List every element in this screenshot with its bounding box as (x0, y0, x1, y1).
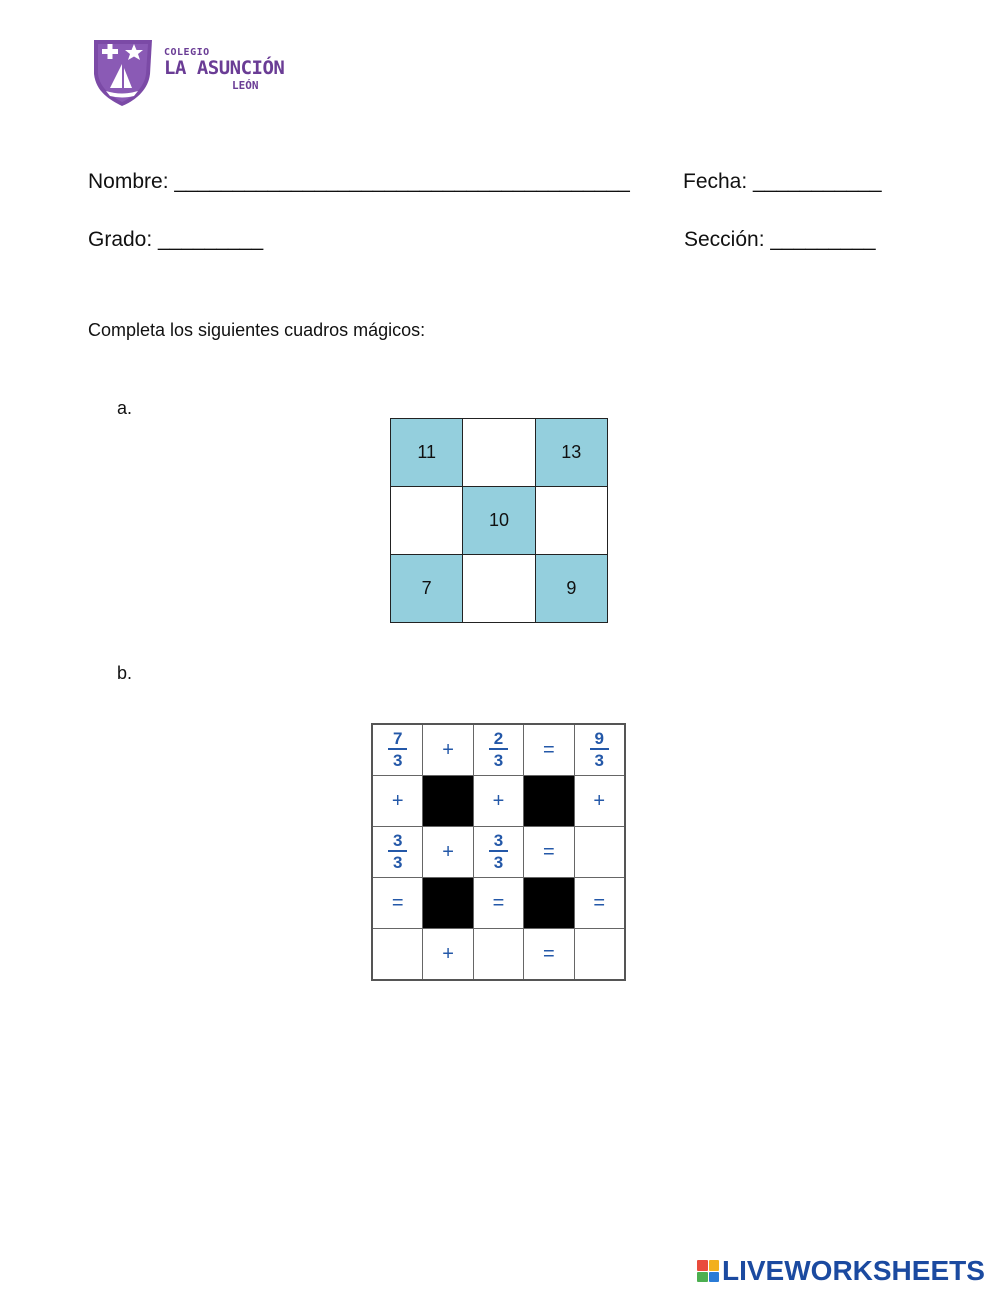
fraction-numerator: 3 (489, 832, 508, 852)
magic-square-row (391, 419, 608, 487)
operator-symbol: = (543, 738, 555, 761)
crossword-cell-operator (524, 929, 574, 981)
magic-square-cell-filled: 10 (463, 487, 535, 555)
operator-symbol: + (442, 942, 454, 965)
crossword-row (372, 878, 625, 929)
fraction (489, 832, 508, 871)
crossword-cell-fraction (372, 724, 423, 776)
fraction-numerator: 7 (388, 730, 407, 750)
magic-square-cell-blank[interactable] (463, 419, 535, 487)
crossword-row (372, 724, 625, 776)
nombre-field[interactable]: Nombre: _______________________________________ (88, 170, 630, 193)
magic-square-a (390, 418, 608, 623)
instruction-text: Completa los siguientes cuadros mágicos: (88, 320, 426, 340)
fraction (489, 730, 508, 769)
fecha-field[interactable]: Fecha: ___________ (683, 170, 882, 193)
operator-symbol: + (442, 840, 454, 863)
crossword-cell-operator (423, 724, 473, 776)
fraction-numerator: 2 (489, 730, 508, 750)
fraction-numerator: 3 (388, 832, 407, 852)
fraction (388, 730, 407, 769)
fraction-denominator: 3 (392, 852, 403, 872)
magic-square-cell-filled: 11 (391, 419, 463, 487)
operator-symbol: = (593, 891, 606, 914)
magic-square-row (391, 487, 608, 555)
crossword-cell-black (524, 878, 574, 929)
crossword-cell-operator (574, 878, 625, 929)
shield-icon (88, 36, 158, 108)
seccion-field[interactable]: Sección: _________ (684, 228, 876, 251)
crossword-row (372, 929, 625, 981)
crossword-cell-blank[interactable] (574, 827, 625, 878)
fraction-denominator: 3 (392, 750, 403, 770)
crossword-cell-operator (423, 827, 473, 878)
fraction (388, 832, 407, 871)
crossword-cell-fraction (473, 724, 523, 776)
crossword-cell-operator (524, 724, 574, 776)
crossword-cell-operator (372, 776, 423, 827)
liveworksheets-branding (697, 1254, 985, 1288)
operator-symbol: + (492, 789, 505, 812)
exercise-a-label: a. (117, 398, 133, 418)
crossword-row (372, 776, 625, 827)
grado-field[interactable]: Grado: _________ (88, 228, 264, 251)
operator-symbol: + (593, 789, 606, 812)
crossword-cell-blank[interactable] (473, 929, 523, 981)
operator-symbol: + (442, 738, 454, 761)
crossword-cell-blank[interactable] (574, 929, 625, 981)
operator-symbol: = (543, 942, 555, 965)
crossword-cell-operator (473, 776, 523, 827)
magic-square-cell-filled: 13 (535, 419, 607, 487)
logo-line-city: LEÓN (232, 79, 259, 92)
fraction-crossword-b (371, 723, 626, 981)
magic-square-cell-blank[interactable] (391, 487, 463, 555)
crossword-cell-operator (524, 827, 574, 878)
crossword-cell-operator (423, 929, 473, 981)
liveworksheets-logo-icon (697, 1260, 719, 1282)
operator-symbol: + (391, 789, 404, 812)
liveworksheets-wordmark: LIVEWORKSHEETS (722, 1255, 985, 1286)
crossword-cell-fraction (372, 827, 423, 878)
logo-line-colegio: COLEGIO (164, 47, 210, 58)
crossword-row (372, 827, 625, 878)
fraction-denominator: 3 (493, 750, 504, 770)
logo-line-name: LA ASUNCIÓN (164, 57, 285, 79)
magic-square-cell-filled: 9 (535, 555, 607, 623)
school-logo (88, 36, 288, 108)
crossword-cell-operator (372, 878, 423, 929)
crossword-cell-fraction (574, 724, 625, 776)
operator-symbol: = (391, 891, 404, 914)
magic-square-cell-blank[interactable] (535, 487, 607, 555)
fraction-denominator: 3 (594, 750, 604, 770)
operator-symbol: = (543, 840, 555, 863)
exercise-b-label: b. (117, 663, 133, 683)
magic-square-row (391, 555, 608, 623)
crossword-cell-fraction (473, 827, 523, 878)
magic-square-cell-blank[interactable] (463, 555, 535, 623)
magic-square-cell-filled: 7 (391, 555, 463, 623)
crossword-cell-operator (574, 776, 625, 827)
fraction (590, 730, 609, 769)
operator-symbol: = (492, 891, 505, 914)
crossword-cell-operator (473, 878, 523, 929)
crossword-cell-black (423, 878, 473, 929)
crossword-cell-black (524, 776, 574, 827)
fraction-numerator: 9 (590, 730, 609, 750)
fraction-denominator: 3 (493, 852, 504, 872)
crossword-cell-blank[interactable] (372, 929, 423, 981)
crossword-cell-black (423, 776, 473, 827)
